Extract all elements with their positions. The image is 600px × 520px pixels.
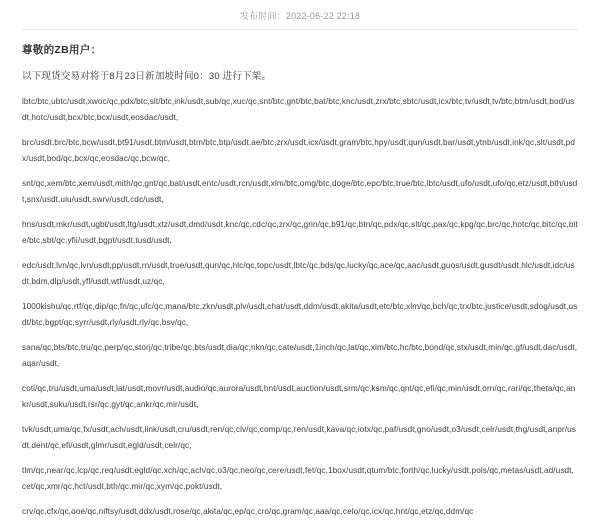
pairs-paragraph: hns/usdt,mkr/usdt,ugbt/usdt,ltg/usdt,xtz/usdt,dmd/usdt,knc/qc,cdc/qc,zrx/qc,grin/qc,b91/qc,btn/qc,pdx/qc,slt/qc,pax/qc,kpg/qc,brc/qc,hotc/qc,bitc/qc,bite/btc,sbt/qc,yfii/usdt,bgpt/usdt,tusd/usdt,: [22, 219, 578, 245]
pairs-paragraph: tlm/qc,near/qc,lcp/qc,req/usdt,egld/qc,xch/qc,ach/qc,o3/qc,neo/qc,cere/usdt,fet/qc,1box/usdt,qtum/btc,forth/qc,lucky/usdt,pols/qc,metas/usdt,ad/usdt,cet/qc,xmr/qc,hct/usdt,bth/qc,mir/qc,xym/qc,pokt/usdt,: [22, 465, 574, 491]
pairs-paragraph: tvk/usdt,uma/qc,fx/usdt,ach/usdt,link/usdt,cru/usdt,ren/qc,clv/qc,comp/qc,ren/usdt,kava/qc,iotx/qc,paf/usdt,gno/usdt,o3/usdt,celr/usdt,thg/usdt,anpr/usdt,dent/qc,efi/usdt,glmr/usdt,egld/usdt,celr/qc,: [22, 424, 576, 450]
intro-text: 以下现货交易对将于8月23日新加坡时间0：30 进行下架。: [22, 71, 272, 82]
pairs-paragraph: sana/qc,bts/btc,tru/qc,perp/qc,storj/qc,tribe/qc,bts/usdt,dia/qc,nkn/qc,cate/usdt,1inch/qc,lat/qc,xim/btc,hc/btc,bond/qc,stx/usdt,min/qc,gf/usdt,dac/usdt,aqar/usdt,: [22, 342, 578, 368]
header-divider: [22, 29, 578, 30]
pairs-paragraph: snt/qc,xem/btc,xem/usdt,mith/qc,gnt/qc,bat/usdt,entc/usdt,rcn/usdt,xlm/btc,omg/btc,doge/btc,epc/btc,true/btc,lbtc/usdt,ufo/usdt,ufo/qc,etz/usdt,bth/usdt,snx/usdt,uiu/usdt,swrv/usdt,cdc/usdt,: [22, 178, 578, 204]
pairs-list: [22, 94, 578, 520]
publish-time: 发布时间：2022-06-22 22:18: [239, 11, 361, 21]
pairs-paragraph: crv/qc,cfx/qc,ooe/qc,niftsy/usdt,ddx/usdt,rose/qc,akita/qc,ep/qc,cro/qc,gram/qc,aaa/qc,celo/qc,icx/qc,hnt/qc,etz/qc,ddm/qc: [22, 506, 474, 516]
pairs-paragraph: 1000kishu/qc,rtf/qc,dip/qc,fn/qc,ufc/qc,mana/btc,zkn/usdt,plv/usdt,chat/usdt,ddm/usdt,akita/usdt,etc/btc,xlm/qc,bch/qc,trx/btc,justice/usdt,sdog/usdt,usdt/btc,bgpt/qc,syrr/usdt,rly/usdt,rly/qc,bsv/qc,: [22, 301, 578, 327]
pairs-paragraph: lbtc/btc,ubtc/usdt,xwoc/qc,pdx/btc,slt/btc,ink/usdt,sub/qc,xuc/qc,snt/btc,gnt/btc,bat/btc,knc/usdt,zrx/btc,sbtc/usdt,icx/btc,tv/usdt,tv/btc,btm/usdt,bod/usdt,hotc/usdt,bcx/btc,bcx/usdt,eosdac/usdt,: [22, 97, 575, 122]
pairs-paragraph: brc/usdt,brc/btc,bcw/usdt,bt91/usdt,btm/usdt,btm/btc,btp/usdt,ae/btc,zrx/usdt,icx/usdt,gram/btc,hpy/usdt,qun/usdt,bar/usdt,ytnb/usdt,ink/qc,slt/usdt,pdx/usdt,bod/qc,bcx/qc,eosdac/qc,bcw/qc,: [22, 137, 576, 163]
salutation: 尊敬的ZB用户：: [22, 44, 102, 56]
pairs-paragraph: coti/qc,tru/usdt,uma/usdt,lat/usdt,movr/usdt,audio/qc,aurora/usdt,hnt/usdt,auction/usdt,srm/qc,ksm/qc,qnt/qc,efi/qc,min/usdt,orn/qc,rari/qc,theta/qc,ankr/usdt,suku/usdt,rsr/qc,gyt/qc,ankr/qc,mir/usdt,: [22, 383, 576, 409]
pairs-paragraph: edc/usdt,lvn/qc,lvn/usdt,pp/usdt,rn/usdt,true/usdt,qun/qc,hlc/qc,topc/usdt,lbtc/qc,bds/qc,lucky/qc,ace/qc,aac/usdt,guos/usdt,gusdt/usdt,hlc/usdt,idc/usdt,bdm,dlp/usdt,yfl/usdt,wtf/usdt,uz/qc,: [22, 260, 575, 286]
